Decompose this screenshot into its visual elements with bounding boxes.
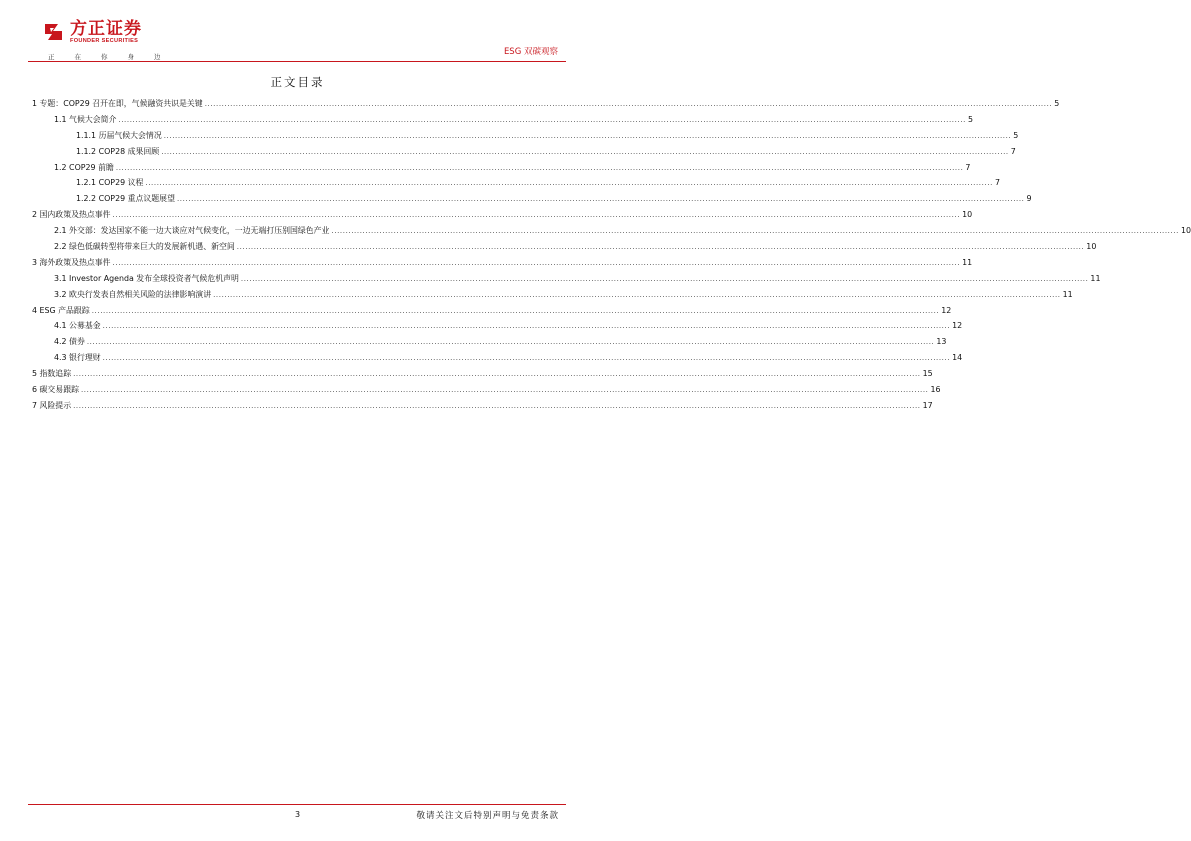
toc-entry[interactable]: [32, 400, 933, 416]
toc-entry-title: 4 ESG 产品跟踪: [32, 305, 90, 315]
slogan-char: 在: [74, 53, 81, 61]
toc-entry-title: 6 碳交易跟踪: [32, 385, 79, 395]
toc-page-number: 15: [922, 369, 933, 379]
slogan-char: 边: [154, 53, 161, 61]
toc-page-number: 7: [965, 162, 971, 172]
toc-entry[interactable]: [32, 320, 963, 336]
toc-page-number: 7: [994, 178, 1000, 188]
toc-dot-leader: ............................................................................................................................................................................................................................................................................................................: [145, 179, 993, 188]
toc-page-number: 10: [1180, 226, 1191, 236]
toc-dot-leader: ............................................................................................................................................................................................................................................................................................................: [112, 211, 961, 220]
toc-dot-leader: ............................................................................................................................................................................................................................................................................................................: [118, 115, 966, 124]
toc-entry-title: 3.1 Investor Agenda 发布全球投资者气候危机声明: [54, 273, 239, 283]
toc-dot-leader: ............................................................................................................................................................................................................................................................................................................: [240, 274, 1089, 283]
toc-page-number: 5: [1054, 99, 1060, 108]
toc-entry[interactable]: [32, 257, 973, 273]
toc-dot-leader: ............................................................................................................................................................................................................................................................................................................: [80, 386, 929, 395]
disclaimer-notice: 敬请关注文后特别声明与免责条款: [416, 811, 559, 821]
toc-dot-leader: ............................................................................................................................................................................................................................................................................................................: [213, 290, 1061, 299]
toc-page-number: 11: [1062, 289, 1073, 299]
toc-page-number: 7: [1010, 146, 1016, 156]
toc-entry-title: 1.2.2 COP29 重点议题展望: [76, 194, 175, 204]
toc-dot-leader: ............................................................................................................................................................................................................................................................................................................: [331, 227, 1179, 236]
toc-entry-title: 1.2.1 COP29 议程: [76, 178, 144, 188]
toc-page-number: 10: [1086, 242, 1097, 252]
toc-dot-leader: ............................................................................................................................................................................................................................................................................................................: [91, 306, 940, 315]
toc-dot-leader: ............................................................................................................................................................................................................................................................................................................: [204, 100, 1053, 108]
toc-entry[interactable]: [32, 241, 1097, 257]
toc-page-number: 14: [952, 353, 963, 363]
toc-dot-leader: ............................................................................................................................................................................................................................................................................................................: [161, 147, 1009, 156]
toc-entry-title: 4.3 银行理财: [54, 353, 101, 363]
page-header: [28, 20, 566, 62]
toc-page-number: 17: [922, 400, 933, 410]
toc-page-number: 12: [941, 305, 952, 315]
toc-dot-leader: ............................................................................................................................................................................................................................................................................................................: [73, 370, 921, 379]
toc-page-number: 5: [967, 114, 973, 124]
toc-page-number: 12: [952, 321, 963, 331]
toc-entry-title: 1.1.1 历届气候大会情况: [76, 130, 162, 140]
toc-page-number: 13: [936, 337, 947, 347]
toc-dot-leader: ............................................................................................................................................................................................................................................................................................................: [115, 163, 964, 172]
toc-entry[interactable]: [32, 305, 952, 321]
toc-entry[interactable]: [32, 289, 1073, 305]
toc-dot-leader: ............................................................................................................................................................................................................................................................................................................: [102, 354, 951, 363]
toc-entry[interactable]: [32, 146, 1016, 162]
toc-page-number: 5: [1013, 130, 1019, 140]
toc-entry-title: 4.2 债券: [54, 337, 85, 347]
toc-entry[interactable]: [32, 368, 933, 384]
toc-dot-leader: ............................................................................................................................................................................................................................................................................................................: [73, 401, 921, 410]
toc-entry-title: 4.1 公募基金: [54, 321, 101, 331]
toc-entry-title: 3 海外政策及热点事件: [32, 257, 111, 267]
report-series-label: ESG 双碳观察: [503, 47, 558, 57]
toc-entry[interactable]: [32, 225, 1191, 241]
toc-entry-title: 2.1 外交部：发达国家不能一边大谈应对气候变化，一边无端打压别国绿色产业: [54, 226, 330, 236]
toc-entry-title: 2.2 绿色低碳转型将带来巨大的发展新机遇、新空间: [54, 242, 235, 252]
toc-page-number: 16: [930, 385, 941, 395]
toc-entry-title: 3.2 欧央行发表自然相关风险的法律影响演讲: [54, 289, 212, 299]
toc-page-number: 11: [1090, 273, 1101, 283]
slogan-char: 身: [127, 53, 134, 61]
toc-entry[interactable]: [32, 130, 1019, 146]
company-logo: [42, 20, 142, 52]
logo-chinese-name: 方正证券: [70, 19, 142, 39]
toc-page-number: 11: [962, 257, 973, 267]
footer-divider: [28, 804, 566, 805]
toc-entry-title: 1.2 COP29 前瞻: [54, 162, 114, 172]
toc-dot-leader: ............................................................................................................................................................................................................................................................................................................: [86, 338, 935, 347]
logo-english-name: FOUNDER SECURITIES: [70, 38, 139, 44]
toc-entry-title: 1 专题：COP29 召开在即，气候融资共识是关键: [32, 99, 203, 108]
toc-entry[interactable]: [32, 273, 1101, 289]
toc-entry-title: 7 风险提示: [32, 400, 72, 410]
slogan-char: 你: [101, 53, 108, 61]
page-number: 3: [294, 810, 301, 819]
toc-entry[interactable]: [32, 193, 1032, 209]
toc-entry[interactable]: [32, 98, 1060, 114]
toc-title: 正文目录: [270, 75, 325, 89]
toc-dot-leader: ............................................................................................................................................................................................................................................................................................................: [236, 243, 1085, 252]
header-divider: [28, 61, 566, 62]
toc-dot-leader: ............................................................................................................................................................................................................................................................................................................: [102, 322, 951, 331]
toc-page-number: 10: [962, 210, 973, 220]
toc-entry[interactable]: [32, 177, 1000, 193]
toc-dot-leader: ............................................................................................................................................................................................................................................................................................................: [176, 195, 1025, 204]
toc-entry[interactable]: [32, 336, 947, 352]
toc-entry[interactable]: [32, 162, 971, 178]
table-of-contents: [32, 98, 1191, 416]
founder-logo-icon: [42, 20, 66, 44]
slogan: [48, 52, 161, 61]
toc-entry[interactable]: [32, 209, 973, 225]
toc-dot-leader: ............................................................................................................................................................................................................................................................................................................: [163, 131, 1012, 140]
toc-page-number: 9: [1026, 194, 1032, 204]
toc-entry[interactable]: [32, 352, 963, 368]
toc-dot-leader: ............................................................................................................................................................................................................................................................................................................: [112, 258, 961, 267]
toc-entry[interactable]: [32, 384, 941, 400]
toc-entry-title: 2 国内政策及热点事件: [32, 210, 111, 220]
toc-entry[interactable]: [32, 114, 973, 130]
slogan-char: 正: [48, 53, 55, 61]
toc-entry-title: 5 指数追踪: [32, 369, 72, 379]
toc-entry-title: 1.1.2 COP28 成果回顾: [76, 146, 160, 156]
toc-entry-title: 1.1 气候大会简介: [54, 114, 117, 124]
